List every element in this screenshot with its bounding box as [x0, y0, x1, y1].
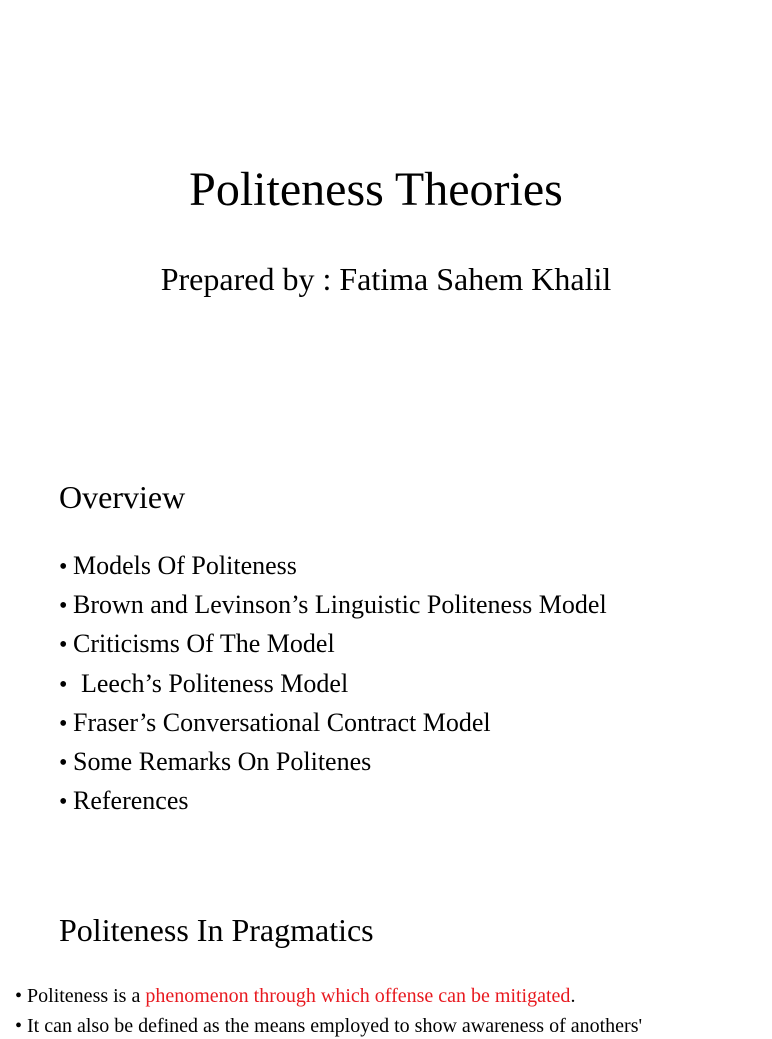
list-item	[59, 783, 607, 822]
bullet-icon: •	[59, 593, 68, 620]
list-item-label: Models Of Politeness	[73, 551, 297, 580]
definition-tail: .	[570, 985, 576, 1007]
list-item-label: Brown and Levinson’s Linguistic Politeness Model	[73, 590, 607, 620]
title-slide	[0, 0, 768, 420]
definition-lead: Politeness is a	[27, 985, 146, 1007]
presenter-credit: Prepared by : Fatima Sahem Khalil	[160, 261, 612, 297]
bullet-icon: •	[59, 554, 68, 580]
list-item-label: Leech’s Politeness Model	[81, 668, 349, 698]
list-item	[59, 626, 607, 665]
list-item	[59, 587, 607, 626]
definition-line	[15, 1013, 642, 1039]
bullet-icon: •	[15, 985, 23, 1007]
bullet-icon: •	[59, 710, 68, 737]
list-item-label: Criticisms Of The Model	[73, 629, 335, 659]
list-item-label: References	[73, 786, 189, 816]
bullet-icon: •	[59, 789, 68, 816]
overview-heading: Overview	[59, 479, 186, 515]
overview-list	[59, 548, 607, 822]
list-item	[59, 744, 607, 783]
bullet-icon: •	[59, 632, 68, 659]
list-item-label: Fraser’s Conversational Contract Model	[73, 707, 491, 737]
bullet-icon: •	[15, 1015, 23, 1037]
definition-line	[15, 983, 575, 1009]
definition-lead: It can also be defined as the means employed to show awareness of anothers'	[27, 1015, 643, 1037]
pragmatics-heading: Politeness In Pragmatics	[59, 912, 374, 948]
bullet-icon: •	[59, 749, 68, 776]
presentation-title: Politeness Theories	[189, 163, 563, 216]
list-item	[59, 666, 607, 705]
definition-highlight: phenomenon through which offense can be mitigated	[145, 985, 571, 1007]
list-item	[59, 705, 607, 744]
list-item-label: Some Remarks On Politenes	[73, 746, 372, 776]
bullet-icon: •	[59, 671, 68, 698]
list-item	[59, 548, 607, 587]
